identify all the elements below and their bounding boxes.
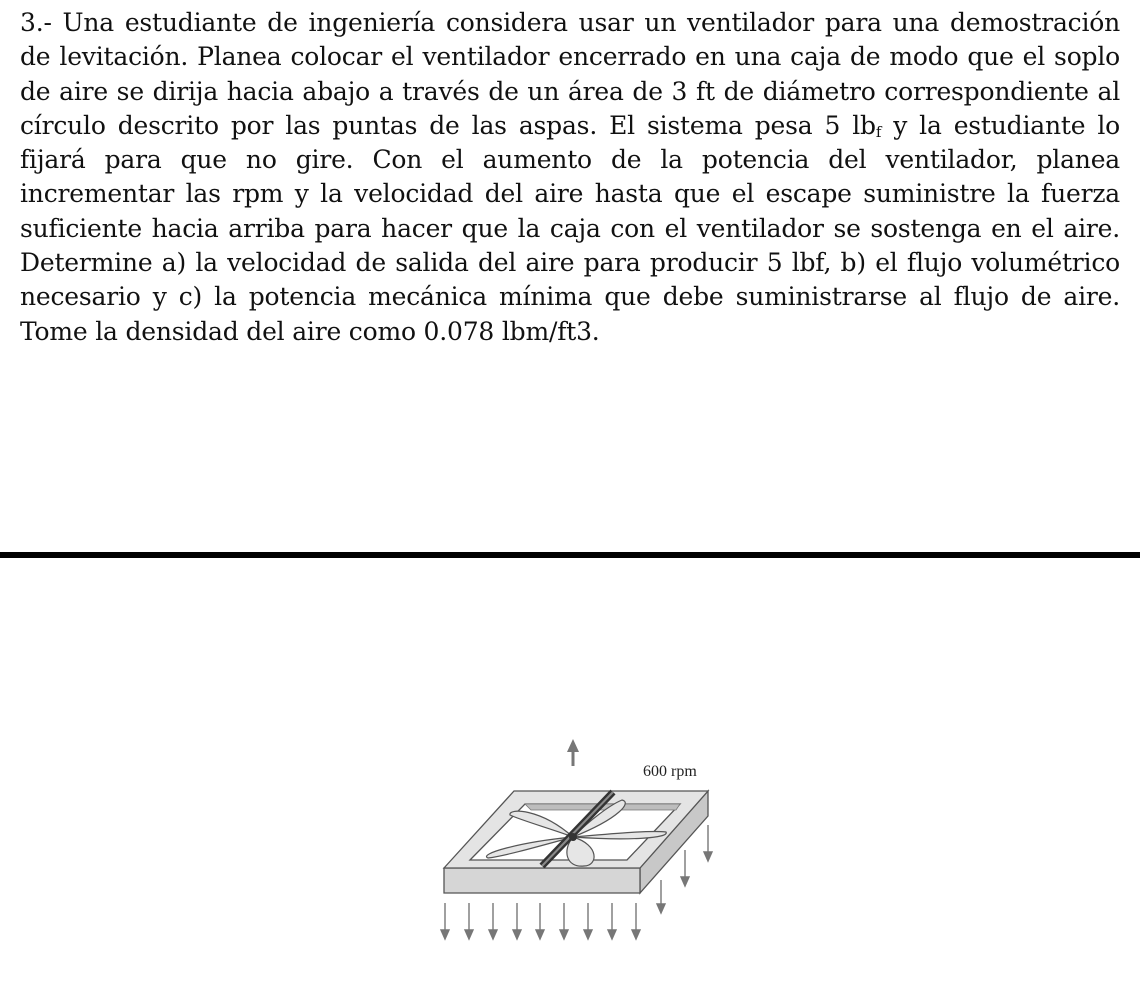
fan-levitation-figure <box>0 720 1140 960</box>
problem-statement <box>20 6 1120 349</box>
fan-box-illustration <box>0 720 1140 960</box>
lift-arrow-icon <box>567 739 579 766</box>
fan-box-front-face <box>444 868 640 893</box>
problem-text-part2: y la estudiante lo fijará para que no gire. Con el aumento de la potencia del ventilador, planea incrementar las rpm y la velocidad del aire hasta que el escape suministre la fuerza suficiente hacia arriba para hacer que la caja con el ventilador se sostenga en el aire. Determine a) la velocidad de salida del aire para producir 5 lbf, b) el flujo volumétrico necesario y c) la potencia mecánica mínima que debe suministrarse al flujo de aire. Tome la densidad del aire como 0.078 lbm/ft3. <box>20 110 1120 346</box>
rpm-label: 600 rpm <box>643 763 697 780</box>
weight-unit-subscript: f <box>875 122 882 141</box>
section-divider <box>0 552 1140 558</box>
problem-text-part1: 3.- Una estudiante de ingeniería considera usar un ventilador para una demostración de levitación. Planea colocar el ventilador encerrado en una caja de modo que el soplo de aire se dirija hacia abajo a través de un área de 3 ft de diámetro correspondiente al círculo descrito por las puntas de las aspas. El sistema pesa 5 lb <box>20 8 1120 140</box>
